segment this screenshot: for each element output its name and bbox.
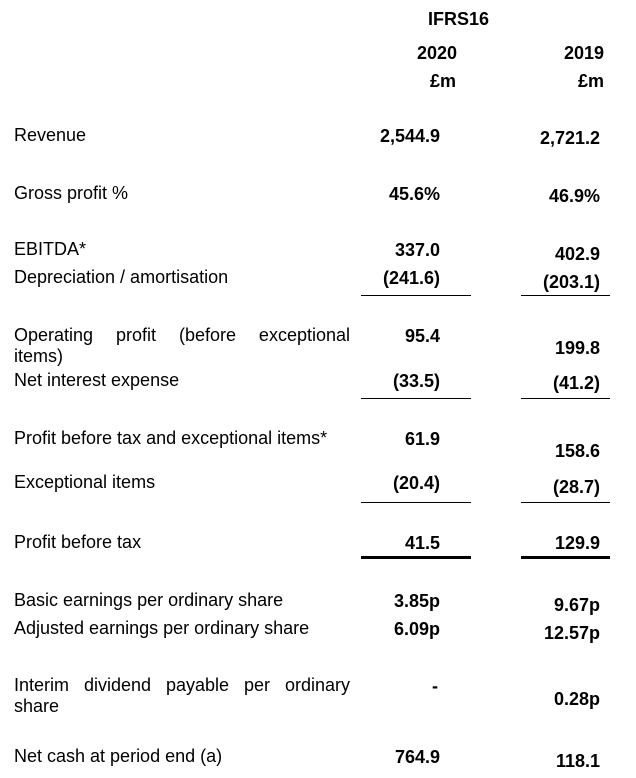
total-rule-2020 <box>361 556 471 559</box>
value-2019-pbt-before-exceptional: 158.6 <box>554 441 600 461</box>
header-year-2020: 2020 <box>416 43 457 63</box>
value-2020-revenue: 2,544.9 <box>379 126 440 146</box>
value-2019-profit-before-tax: 129.9 <box>554 533 600 553</box>
value-2019-net-cash: 118.1 <box>555 751 600 771</box>
header-standard: IFRS16 <box>428 9 490 29</box>
row-label-gross-profit-pct: Gross profit % <box>14 183 129 203</box>
header-unit-2019: £m <box>577 71 604 91</box>
subtotal-rule-2020 <box>361 398 471 399</box>
value-2020-net-interest: (33.5) <box>392 371 440 391</box>
row-label-net-cash: Net cash at period end (a) <box>14 746 223 766</box>
value-2020-interim-dividend: - <box>432 676 438 696</box>
value-2019-net-interest: (41.2) <box>552 373 600 393</box>
value-2020-exceptional-items: (20.4) <box>392 473 440 493</box>
subtotal-rule-2019 <box>521 502 610 503</box>
value-2020-profit-before-tax: 41.5 <box>404 533 440 553</box>
row-label-depreciation: Depreciation / amortisation <box>14 267 229 287</box>
row-label-profit-before-tax: Profit before tax <box>14 532 142 552</box>
value-2019-revenue: 2,721.2 <box>539 128 600 148</box>
row-label-interim-dividend: Interim dividend payable per ordinary share <box>14 675 350 716</box>
value-2019-ebitda: 402.9 <box>554 244 600 264</box>
value-2020-operating-profit: 95.4 <box>404 326 440 346</box>
row-label-net-interest: Net interest expense <box>14 370 180 390</box>
value-2020-pbt-before-exceptional: 61.9 <box>404 429 440 449</box>
value-2019-operating-profit: 199.8 <box>554 338 600 358</box>
subtotal-rule-2019 <box>521 295 610 296</box>
subtotal-rule-2019 <box>521 398 610 399</box>
value-2020-ebitda: 337.0 <box>394 240 440 260</box>
row-label-ebitda: EBITDA* <box>14 239 87 259</box>
value-2019-gross-profit-pct: 46.9% <box>548 186 600 206</box>
row-label-operating-profit: Operating profit (before exceptional items) <box>14 325 350 366</box>
row-label-revenue: Revenue <box>14 125 87 145</box>
value-2020-basic-eps: 3.85p <box>393 591 440 611</box>
row-label-adjusted-eps: Adjusted earnings per ordinary share <box>14 618 310 638</box>
value-2020-net-cash: 764.9 <box>394 747 440 767</box>
subtotal-rule-2020 <box>361 295 471 296</box>
total-rule-2019 <box>521 556 610 559</box>
value-2019-depreciation: (203.1) <box>542 272 600 292</box>
value-2019-exceptional-items: (28.7) <box>552 477 600 497</box>
value-2019-interim-dividend: 0.28p <box>553 689 600 709</box>
value-2020-depreciation: (241.6) <box>382 268 440 288</box>
value-2019-adjusted-eps: 12.57p <box>543 623 600 643</box>
row-label-exceptional-items: Exceptional items <box>14 472 156 492</box>
row-label-pbt-before-exceptional: Profit before tax and exceptional items* <box>14 428 328 448</box>
subtotal-rule-2020 <box>361 502 471 503</box>
value-2019-basic-eps: 9.67p <box>553 595 600 615</box>
row-label-basic-eps: Basic earnings per ordinary share <box>14 590 284 610</box>
value-2020-adjusted-eps: 6.09p <box>393 619 440 639</box>
header-unit-2020: £m <box>429 71 456 91</box>
header-year-2019: 2019 <box>563 43 604 63</box>
value-2020-gross-profit-pct: 45.6% <box>388 184 440 204</box>
